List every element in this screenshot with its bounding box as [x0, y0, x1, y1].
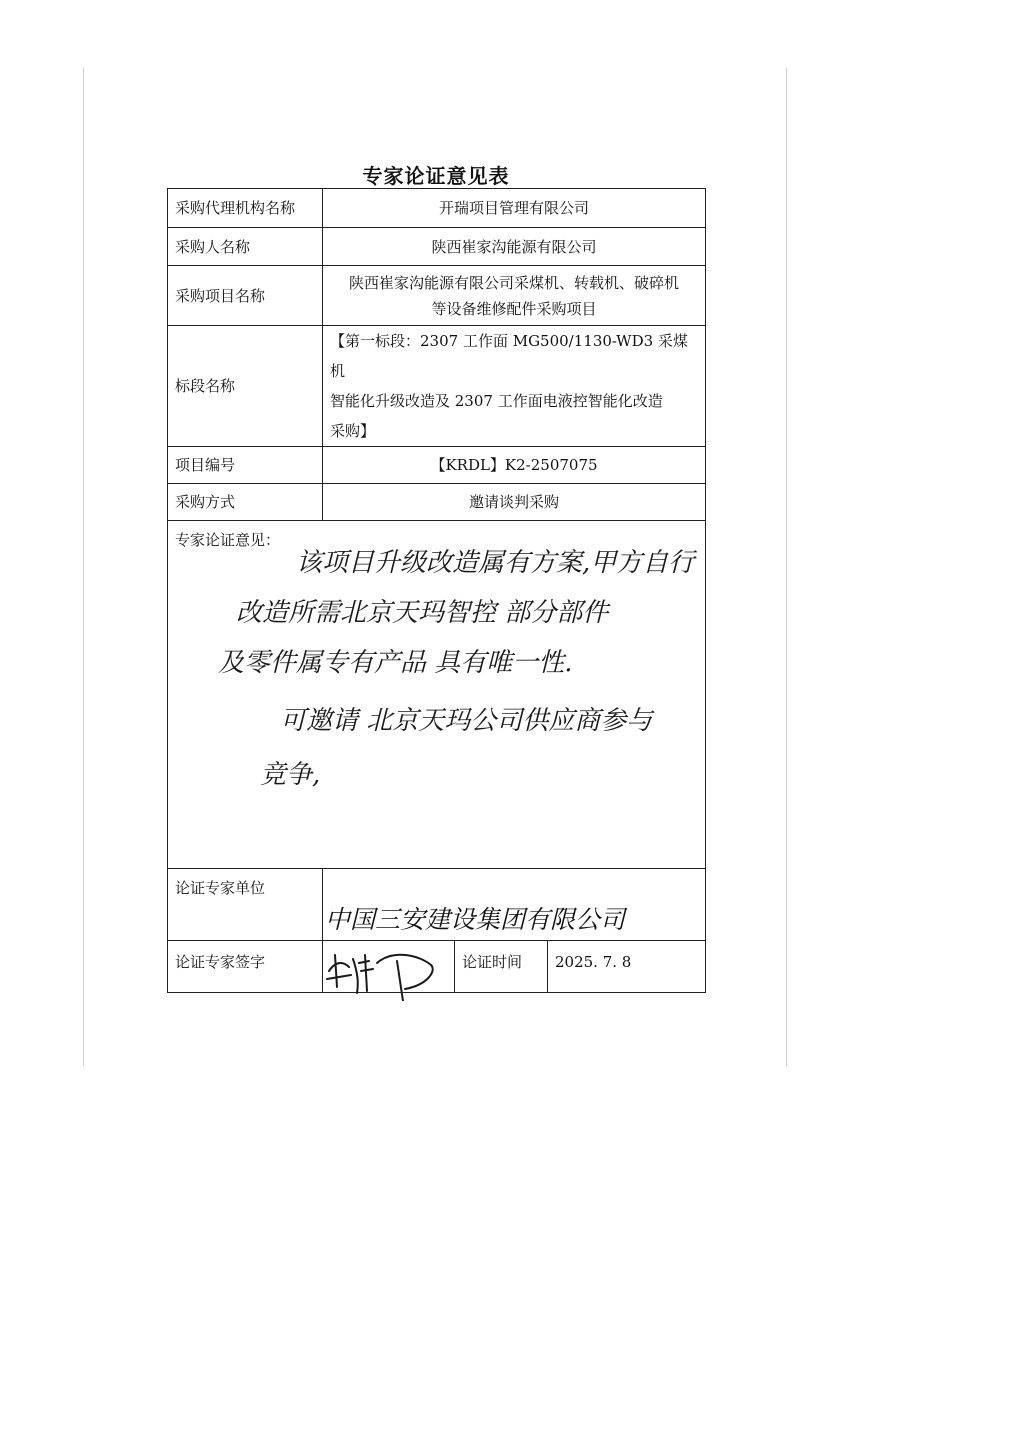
lot-name-line2: 智能化升级改造及 2307 工作面电液控智能化改造: [330, 392, 663, 410]
agency-value: 开瑞项目管理有限公司: [323, 189, 706, 228]
opinion-handwriting: [168, 521, 706, 861]
time-label: 论证时间: [455, 941, 548, 993]
expert-signature: [323, 941, 455, 1001]
lot-name-line1: 【第一标段：2307 工作面 MG500/1130-WD3 采煤机: [330, 332, 688, 380]
purchaser-value: 陕西崔家沟能源有限公司: [323, 228, 706, 266]
handwriting-line-3: 及零件属专有产品 具有唯一性.: [218, 648, 573, 678]
handwriting-line-4: 可邀请 北京天玛公司供应商参与: [280, 706, 653, 736]
page-edge-right: [786, 68, 787, 1066]
project-name-value: [323, 266, 706, 326]
project-name-line2: 等设备维修配件采购项目: [431, 299, 597, 318]
handwriting-line-1: 该项目升级改造属有方案,甲方自行: [296, 548, 695, 578]
expert-unit-value: [323, 869, 706, 941]
opinion-label: 专家论证意见：: [175, 531, 281, 549]
page-edge-left: [83, 68, 84, 1066]
row-agency: [168, 189, 706, 228]
opinion-form-table: [167, 188, 706, 993]
signature-date: 2025. 7. 8: [548, 941, 706, 993]
opinion-cell: [168, 521, 706, 869]
expert-unit-handwriting: 中国三安建设集团有限公司: [325, 905, 626, 934]
purchaser-label: 采购人名称: [168, 228, 323, 266]
method-label: 采购方式: [168, 484, 323, 521]
row-opinion: [168, 521, 706, 869]
row-project-name: [168, 266, 706, 326]
project-name-line1: 陕西崔家沟能源有限公司采煤机、转载机、破碎机: [349, 273, 680, 292]
row-method: [168, 484, 706, 521]
handwriting-line-2: 改造所需北京天玛智控 部分部件: [236, 598, 609, 628]
method-value: 邀请谈判采购: [323, 484, 706, 521]
project-name-label: 采购项目名称: [168, 266, 323, 326]
signature-label: 论证专家签字: [168, 941, 323, 993]
row-expert-unit: [168, 869, 706, 941]
row-signature: [168, 941, 706, 993]
project-no-value: 【KRDL】K2-2507075: [323, 447, 706, 484]
expert-unit-label: 论证专家单位: [168, 869, 323, 941]
agency-label: 采购代理机构名称: [168, 189, 323, 228]
row-purchaser: [168, 228, 706, 266]
form-title: 专家论证意见表: [362, 164, 510, 188]
signature-cell: [323, 941, 455, 993]
row-lot-name: [168, 326, 706, 447]
project-no-label: 项目编号: [168, 447, 323, 484]
handwriting-line-5: 竞争,: [260, 760, 321, 790]
row-project-no: [168, 447, 706, 484]
lot-name-value: [323, 326, 706, 447]
lot-name-label: 标段名称: [168, 326, 323, 447]
lot-name-line3: 采购】: [330, 422, 376, 440]
